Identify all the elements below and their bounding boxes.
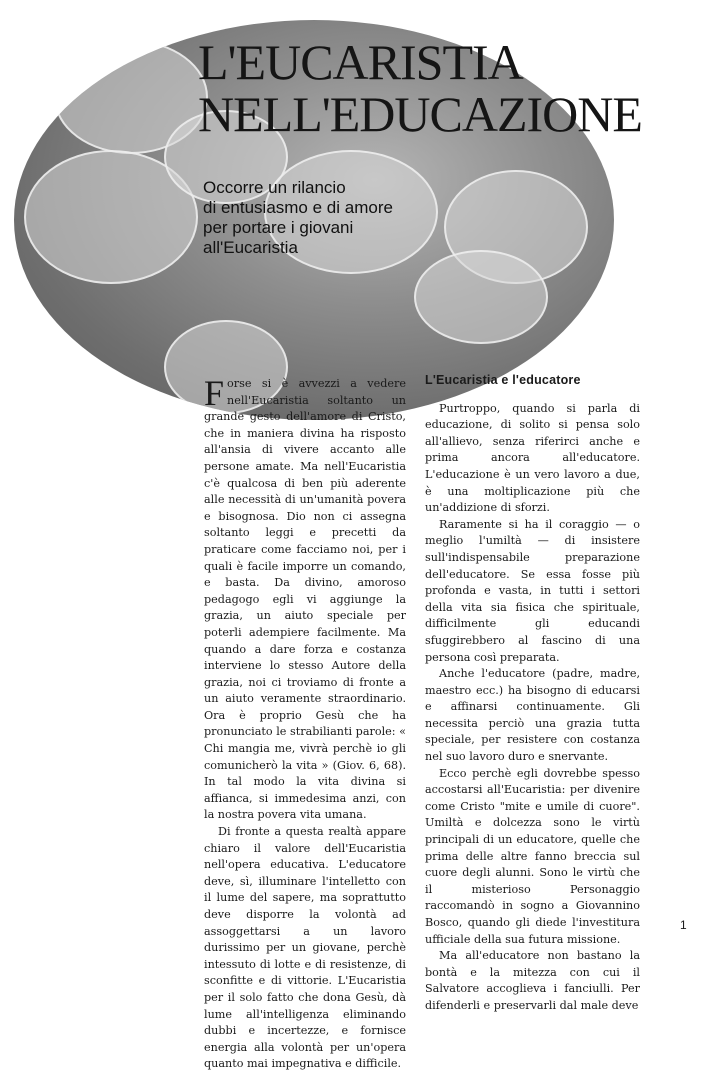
drop-cap: F — [204, 373, 225, 413]
article-title — [198, 36, 642, 140]
paragraph: Ma all'educatore non bastano la bontà e la mitezza con cui il Salvatore accoglieva i fanciulli. Per difenderli e preservarli dal male deve — [425, 949, 640, 1012]
text-column-right — [425, 373, 640, 1015]
paragraph-text: orse si è avvezzi a vedere nell'Eucaristia soltanto un grande gesto dell'amore di Cristo, che in maniera divina ha risposto all'ansia di vivere accanto alle persone amate. Ma nell'Eucaristia c'è qualcosa di ben più aderente alle necessità di un'umanità povera e bisognosa. Dio non ci assegna soltanto leggi e precetti da praticare come facciamo noi, per i quali è facile imporre un comando, e basta. Da divino, amoroso pedagogo egli vi aggiunge la grazia, un aiuto speciale per poterli adempiere facilmente. Ma quando a dare forza e costanza interviene lo stesso Autore della grazia, noi ci troviamo di fronte a un aiuto veramente straordinario. Ora è proprio Gesù che ha pronunciato le strabilianti parole: « Chi mangia me, vivrà perchè io gli comunicherò la vita » (Giov. 6, 68). In tal modo la vita divina si affianca, si immedesima anzi, con la nostra povera vita umana. — [204, 377, 406, 822]
subtitle-line: per portare i giovani — [203, 218, 354, 237]
host-wafer — [414, 250, 548, 344]
paragraph — [204, 373, 406, 824]
article-subtitle — [203, 178, 393, 258]
subtitle-line: Occorre un rilancio — [203, 178, 346, 197]
page-number: 1 — [680, 918, 687, 932]
paragraph: Purtroppo, quando si parla di educazione, di solito si pensa solo all'allievo, senza riferirci anche e prima ancora all'educatore. L'educazione è un vero lavoro a due, è una moltiplicazione più che un'addizione di sforzi. — [425, 401, 640, 515]
subtitle-line: all'Eucaristia — [203, 238, 298, 257]
title-line: NELL'EDUCAZIONE — [198, 86, 642, 142]
paragraph: Ecco perchè egli dovrebbe spesso accostarsi all'Eucaristia: per divenire come Cristo "mite e umile di cuore". Umiltà e dolcezza sono le virtù principali di un educatore, quelle che prima delle altre fanno breccia sul cuore degli alunni. Sono le virtù che il misterioso Personaggio raccomandò in sogno a Giovannino Bosco, quando gli diede l'investitura ufficiale della sua futura missione. — [425, 766, 640, 946]
text-column-left — [204, 373, 406, 1073]
paragraph: Di fronte a questa realtà appare chiaro il valore dell'Eucaristia nell'opera educativa. L'educatore deve, sì, illuminare l'intelletto con il lume del sapere, ma soprattutto deve disporre la volontà ad assoggettarsi a un lavoro durissimo per un giovane, perchè intessuto di lotte e di resistenze, di sconfitte e di vittorie. L'Eucaristia per il solo fatto che dona Gesù, dà lume all'intelligenza eliminando dubbi e incertezze, e fornisce energia alla volontà per un'opera quanto mai impegnativa e difficile. — [204, 825, 406, 1071]
paragraph: Anche l'educatore (padre, madre, maestro ecc.) ha bisogno di educarsi e affinarsi continuamente. Gli necessita perciò una grazia tutta speciale, per resistere con costanza nel suo lavoro duro e snervante. — [425, 667, 640, 764]
paragraph: Raramente si ha il coraggio — o meglio l'umiltà — di insistere sull'indispensabile preparazione dell'educatore. Se essa fosse più profonda e vasta, in tutti i settori della vita sia fisica che spirituale, difficilmente gli educandi sfuggirebbero al fascino di una persona così preparata. — [425, 517, 640, 664]
title-line: L'EUCARISTIA — [198, 34, 523, 90]
section-heading: L'Eucaristia e l'educatore — [425, 373, 581, 387]
subtitle-line: di entusiasmo e di amore — [203, 198, 393, 217]
